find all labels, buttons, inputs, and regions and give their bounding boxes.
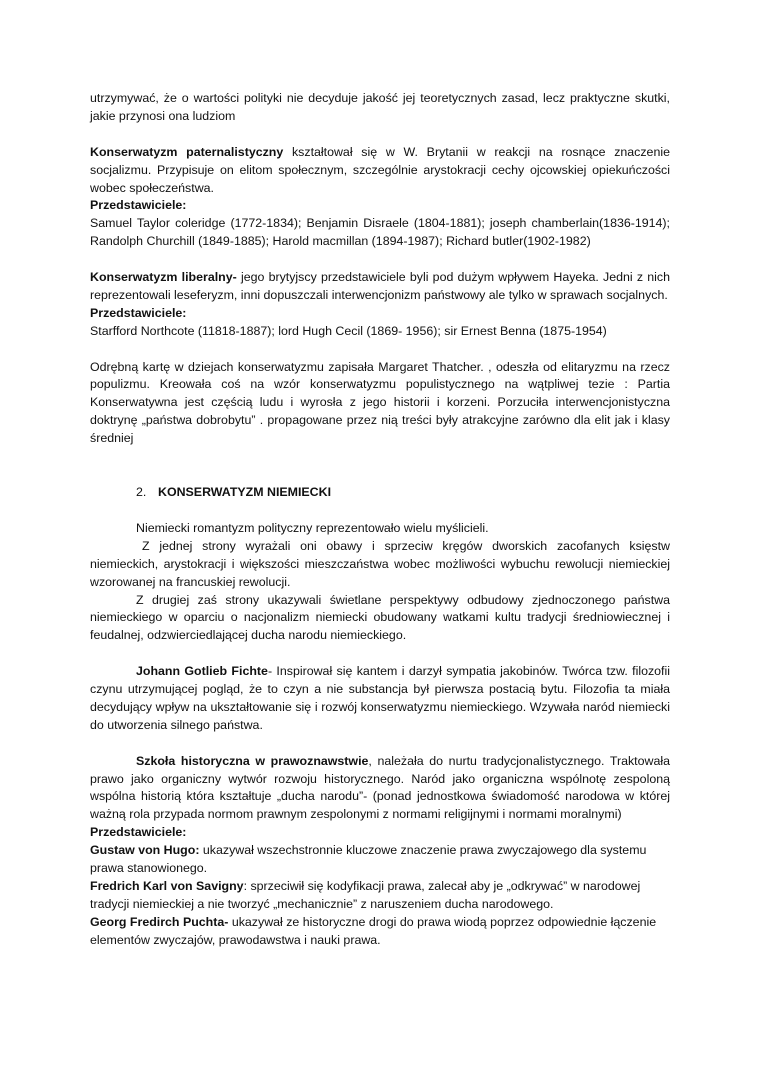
first-side-paragraph: Z jednej strony wyrażali oni obawy i sprzeciw kręgów dworskich zacofanych księstw niemieckich, arystokracji i większości mieszczaństwa wobec możliwości wybuchu rewolucji niemieckiej wzorowanej na francuskiej rewolucji. <box>90 538 670 589</box>
paternalistic-reps-label: Przedstawiciele: <box>90 198 187 213</box>
fichte-term: Johann Gotlieb Fichte <box>136 664 268 679</box>
historical-school-text: , należała do nurtu tradycjonalistycznego. Traktowała prawo jako organiczny wytwór rozwoju historycznego. Naród jako organiczna wspólnotę zespoloną wspólna historią która kształtuje „ducha narodu”- (ponad jednostkowa świadomość narodowa w której ważną rola przypada normom prawnym zespolonymi z normami religijnymi i normami moralnymi) <box>90 753 670 822</box>
paternalistic-paragraph <box>90 144 670 198</box>
section-number: 2. <box>136 485 147 500</box>
historical-school-paragraph <box>90 753 670 825</box>
paternalistic-reps: Samuel Taylor coleridge (1772-1834); Benjamin Disraele (1804-1881); joseph chamberlain(1836-1914); Randolph Churchill (1849-1885); Harold macmillan (1894-1987); Richard butler(1902-1982) <box>90 216 670 249</box>
romanticism-paragraph: Niemiecki romantyzm polityczny reprezentowało wielu myślicieli. <box>136 520 489 535</box>
rep-entry: Georg Fredirch Puchta- ukazywał ze historyczne drogi do prawa wiodą poprzez odpowiednie łączenie elementów zwyczajów, prawodawstwa i nauki prawa. <box>90 914 657 947</box>
liberal-paragraph <box>90 269 670 305</box>
rep-entry: Gustaw von Hugo: ukazywał wszechstronnie kluczowe znaczenie prawa zwyczajowego dla systemu prawa stanowionego. <box>90 843 647 876</box>
liberal-reps-label: Przedstawiciele: <box>90 305 187 320</box>
liberal-reps: Starfford Northcote (11818-1887); lord Hugh Cecil (1869- 1956); sir Ernest Benna (1875-1954) <box>90 323 607 338</box>
second-side-paragraph: Z drugiej zaś strony ukazywali świetlane perspektywy odbudowy zjednoczonego państwa niemieckiego w oparciu o nacjonalizm niemiecki obudowany watkami kultu tradycji średniowiecznej i feudalnej, odzwierciedlającej ducha narodu niemieckiego. <box>90 592 670 643</box>
thatcher-paragraph: Odrębną kartę w dziejach konserwatyzmu zapisała Margaret Thatcher. , odeszła od elitaryzmu na rzecz populizmu. Kreowała coś na wzór konserwatyzmu populistycznego na wątpliwej tezie : Partia Konserwatywna jest częścią ludu i wyrosła z jego historii i korzeni. Porzuciła interwencjonistyczna doktrynę „państwa dobrobytu” . propagowane przez nią treści były atrakcyjne zarówno dla elit jak i klasy średniej <box>90 359 670 446</box>
fichte-text: - Inspirował się kantem i darzył sympatia jakobinów. Twórca tzw. filozofii czynu utrzymującej pogląd, że to czyn a nie substancja był pierwsza postacią bytu. Filozofia ta miała decydujący wpływ na ukształtowanie się i rozwój konserwatyzmu niemieckiego. Wzywała naród niemiecki do utworzenia silnego państwa. <box>90 664 671 732</box>
paternalistic-term: Konserwatyzm paternalistyczny <box>90 144 284 159</box>
liberal-text: jego brytyjscy przedstawiciele byli pod dużym wpływem Hayeka. Jedni z nich reprezentowali leseferyzm, inni dopuszczali interwencjonizm państwowy ale tylko w sprawach socjalnych. <box>90 270 670 302</box>
liberal-term: Konserwatyzm liberalny- <box>90 270 237 285</box>
section-title: KONSERWATYZM NIEMIECKI <box>158 485 332 500</box>
paternalistic-text: kształtował się w W. Brytanii w reakcji na rosnące znaczenie socjalizmu. Przypisuje on elitom społecznym, szczególnie arystokracji cechy ojcowskiej opiekuńczości wobec społeczeństwa. <box>90 144 670 195</box>
document-body <box>90 90 670 950</box>
historical-school-term: Szkoła historyczna w prawoznawstwie <box>136 753 369 768</box>
historical-school-reps-label: Przedstawiciele: <box>90 825 187 840</box>
rep-entry: Fredrich Karl von Savigny: sprzeciwił się kodyfikacji prawa, zalecał aby je „odkrywać” w narodowej tradycji niemieckiej a nie tworzyć „mechanicznie” z naruszeniem ducha narodowego. <box>90 878 641 911</box>
intro-paragraph: utrzymywać, że o wartości polityki nie decyduje jakość jej teoretycznych zasad, lecz praktyczne skutki, jakie przynosi ona ludziom <box>90 91 670 123</box>
fichte-paragraph <box>90 663 670 735</box>
section-heading <box>136 484 670 502</box>
